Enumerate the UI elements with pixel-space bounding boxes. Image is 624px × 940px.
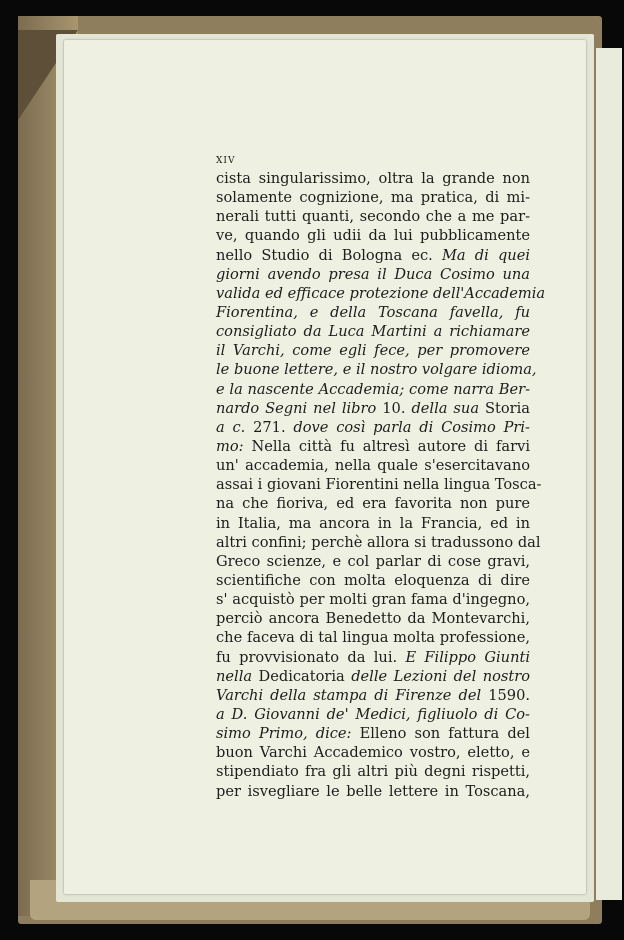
text-line (216, 399, 530, 418)
text-segment: in Italia, ma ancora in la Francia, ed in (216, 514, 530, 532)
italic-text-segment: nardo Segni nel libro (216, 399, 383, 417)
text-segment: nello Studio di Bologna ec. (216, 246, 442, 264)
text-line (216, 686, 530, 705)
italic-text-segment: consigliato da Luca Martini a richiamare (216, 323, 530, 341)
text-segment: ve, quando gli udii da lui pubblicamente (216, 227, 530, 245)
text-line (216, 360, 537, 379)
facing-page-edge (596, 48, 622, 900)
text-segment: 1590. (488, 686, 530, 704)
text-segment: na che fioriva, ed era favorita non pure (216, 495, 530, 513)
text-line (216, 169, 530, 188)
text-line (216, 724, 530, 743)
text-lines (216, 169, 546, 801)
text-segment: Dedicatoria (258, 667, 352, 685)
italic-text-segment: della sua (411, 399, 485, 417)
text-line (216, 571, 530, 590)
text-line (216, 437, 530, 456)
text-segment: fu provvisionato da lui. (216, 648, 406, 666)
text-segment: assai i giovani Fiorentini nella lingua Tosca- (216, 476, 542, 494)
text-line (216, 762, 530, 781)
text-line (216, 648, 530, 667)
text-line (216, 552, 530, 571)
italic-text-segment: E Filippo Giunti (405, 648, 530, 666)
italic-text-segment: il Varchi, come egli fece, per promovere (216, 342, 530, 360)
text-segment: solamente cognizione, ma pratica, di mi- (216, 189, 530, 207)
text-line (216, 265, 530, 284)
text-segment: per isvegliare le belle lettere in Toscana, (216, 782, 530, 800)
text-line (216, 590, 530, 609)
text-segment: 271. (253, 418, 294, 436)
page-text-block (216, 151, 546, 801)
text-line (216, 743, 530, 762)
text-line (216, 418, 530, 437)
text-segment: un' accademia, nella quale s'esercitavano (216, 457, 530, 475)
italic-text-segment: Varchi della stampa di Firenze del (216, 686, 489, 704)
text-line (216, 609, 530, 628)
text-segment: Nella città fu altresì autore di farvi (251, 437, 530, 455)
text-segment: s' acquistò per molti gran fama d'ingegno, (216, 591, 530, 609)
italic-text-segment: a D. Giovanni de' Medici, figliuolo di Co- (216, 705, 530, 723)
italic-text-segment: nella (216, 667, 259, 685)
text-segment: 10. (382, 399, 412, 417)
text-line (216, 782, 530, 801)
text-segment: nerali tutti quanti, secondo che a me par- (216, 208, 530, 226)
text-line (216, 475, 542, 494)
text-segment: Greco scienze, e col parlar di cose gravi, (216, 552, 530, 570)
italic-text-segment: e la nascente Accademia; come narra Ber- (216, 380, 530, 398)
text-segment: Elleno son fattura del (359, 725, 530, 743)
text-line (216, 188, 530, 207)
text-segment: Storia (485, 399, 530, 417)
page-number: xiv (216, 152, 236, 167)
italic-text-segment: simo Primo, dice: (216, 725, 360, 743)
italic-text-segment: Fiorentina, e della Toscana favella, fu (216, 303, 530, 321)
italic-text-segment: delle Lezioni del nostro (351, 667, 530, 685)
italic-text-segment: giorni avendo presa il Duca Cosimo una (216, 265, 530, 283)
text-line (216, 667, 530, 686)
italic-text-segment: dove così parla di Cosimo Pri- (293, 418, 530, 436)
text-line (216, 284, 546, 303)
text-segment: cista singularissimo, oltra la grande non (216, 170, 530, 187)
text-line (216, 322, 530, 341)
italic-text-segment: le buone lettere, e il nostro volgare idioma, (216, 361, 537, 379)
text-line (216, 303, 530, 322)
text-line (216, 533, 541, 552)
text-line (216, 494, 530, 513)
text-line (216, 514, 530, 533)
text-segment: altri confini; perchè allora si tradussono dal (216, 533, 541, 551)
text-segment: stipendiato fra gli altri più degni rispetti, (216, 763, 530, 781)
text-line (216, 705, 530, 724)
text-segment: scientifiche con molta eloquenza di dire (216, 571, 530, 589)
text-segment: buon Varchi Accademico vostro, eletto, e (216, 744, 530, 762)
italic-text-segment: valida ed efficace protezione dell'Accademia (216, 284, 546, 302)
text-line (216, 207, 530, 226)
italic-text-segment: a c. (216, 418, 254, 436)
text-segment: che faceva di tal lingua molta professione, (216, 629, 530, 647)
text-line (216, 628, 530, 647)
text-line (216, 246, 530, 265)
text-segment: perciò ancora Benedetto da Montevarchi, (216, 610, 530, 628)
italic-text-segment: mo: (216, 437, 252, 455)
text-line (216, 380, 530, 399)
text-line (216, 226, 530, 245)
text-line (216, 341, 530, 360)
italic-text-segment: Ma di quei (441, 246, 530, 264)
text-line (216, 456, 530, 475)
